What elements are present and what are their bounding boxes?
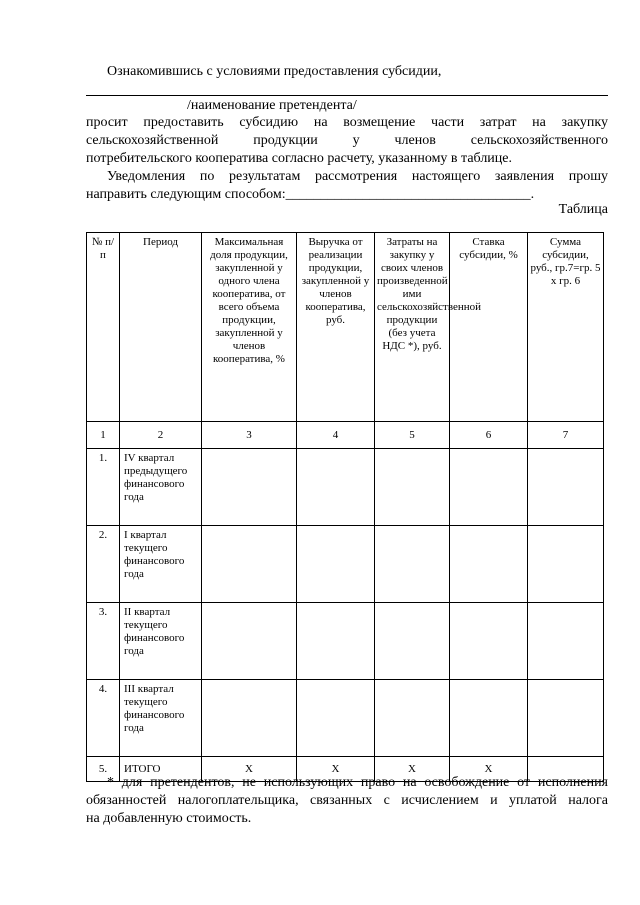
empty-cell	[450, 449, 528, 526]
empty-cell	[528, 603, 604, 680]
subsidy-table	[86, 232, 604, 782]
row-period: I квартал текущего финансового года	[120, 526, 202, 603]
row-number: 2.	[87, 526, 120, 603]
column-number: 5	[375, 422, 450, 449]
header-cell: Выручка от реализации продукции, закупленной у членов кооператива, руб.	[297, 233, 375, 422]
applicant-name-line	[86, 95, 608, 96]
header-cell: Период	[120, 233, 202, 422]
header-cell: Затраты на закупку у своих членов произведенной ими сельскохозяйственной продукции (без учета НДС *), руб.	[375, 233, 450, 422]
empty-cell	[297, 526, 375, 603]
header-cell: Ставка субсидии, %	[450, 233, 528, 422]
footnote-line-3: на добавленную стоимость.	[86, 811, 252, 826]
empty-cell	[202, 603, 297, 680]
empty-cell	[450, 603, 528, 680]
empty-cell	[375, 526, 450, 603]
empty-cell	[297, 680, 375, 757]
table-header-row	[87, 233, 604, 422]
empty-cell	[375, 680, 450, 757]
column-number: 6	[450, 422, 528, 449]
notification-line-1: Уведомления по результатам рассмотрения настоящего заявления прошу	[107, 169, 608, 184]
notification-line-2: направить следующим способом:___________________________________.	[86, 187, 535, 202]
row-period: II квартал текущего финансового года	[120, 603, 202, 680]
footnote-line-1: * для претендентов, не использующих право на освобождение от исполнения	[107, 775, 608, 790]
table-row	[87, 603, 604, 680]
empty-cell	[375, 449, 450, 526]
total-cell: Х	[202, 757, 297, 782]
request-line-1: просит предоставить субсидию на возмещение части затрат на закупку	[86, 115, 608, 130]
row-number: 1.	[87, 449, 120, 526]
column-number: 2	[120, 422, 202, 449]
request-line-3: потребительского кооператива согласно расчету, указанному в таблице.	[86, 151, 513, 166]
request-line-2: сельскохозяйственной продукции у членов сельскохозяйственного	[86, 133, 608, 148]
empty-cell	[528, 449, 604, 526]
applicant-name-caption: /наименование претендента/	[187, 98, 357, 113]
table-label: Таблица	[558, 202, 608, 217]
column-number: 1	[87, 422, 120, 449]
empty-cell	[297, 603, 375, 680]
row-number: 4.	[87, 680, 120, 757]
table-row	[87, 680, 604, 757]
total-cell: Х	[297, 757, 375, 782]
header-cell: № п/п	[87, 233, 120, 422]
header-cell: Сумма субсидии, руб., гр.7=гр. 5 х гр. 6	[528, 233, 604, 422]
column-number: 3	[202, 422, 297, 449]
row-number: 3.	[87, 603, 120, 680]
empty-cell	[375, 603, 450, 680]
column-number: 4	[297, 422, 375, 449]
row-number: 5.	[87, 757, 120, 782]
header-cell: Максимальная доля продукции, закупленной у одного члена кооператива, от всего объема продукции, закупленной у членов кооператива, %	[202, 233, 297, 422]
empty-cell	[202, 526, 297, 603]
total-label: ИТОГО	[120, 757, 202, 782]
table-row	[87, 449, 604, 526]
empty-cell	[450, 526, 528, 603]
intro-line: Ознакомившись с условиями предоставления субсидии,	[107, 64, 442, 79]
footnote-line-2: обязанностей налогоплательщика, связанных с исчислением и уплатой налога	[86, 793, 608, 808]
table-row	[87, 526, 604, 603]
empty-cell	[450, 680, 528, 757]
total-cell: Х	[375, 757, 450, 782]
column-number: 7	[528, 422, 604, 449]
column-numbers-row	[87, 422, 604, 449]
empty-cell	[528, 680, 604, 757]
total-cell: Х	[450, 757, 528, 782]
row-period: IV квартал предыдущего финансового года	[120, 449, 202, 526]
empty-cell	[202, 449, 297, 526]
row-period: III квартал текущего финансового года	[120, 680, 202, 757]
empty-cell	[297, 449, 375, 526]
empty-cell	[202, 680, 297, 757]
empty-cell	[528, 526, 604, 603]
